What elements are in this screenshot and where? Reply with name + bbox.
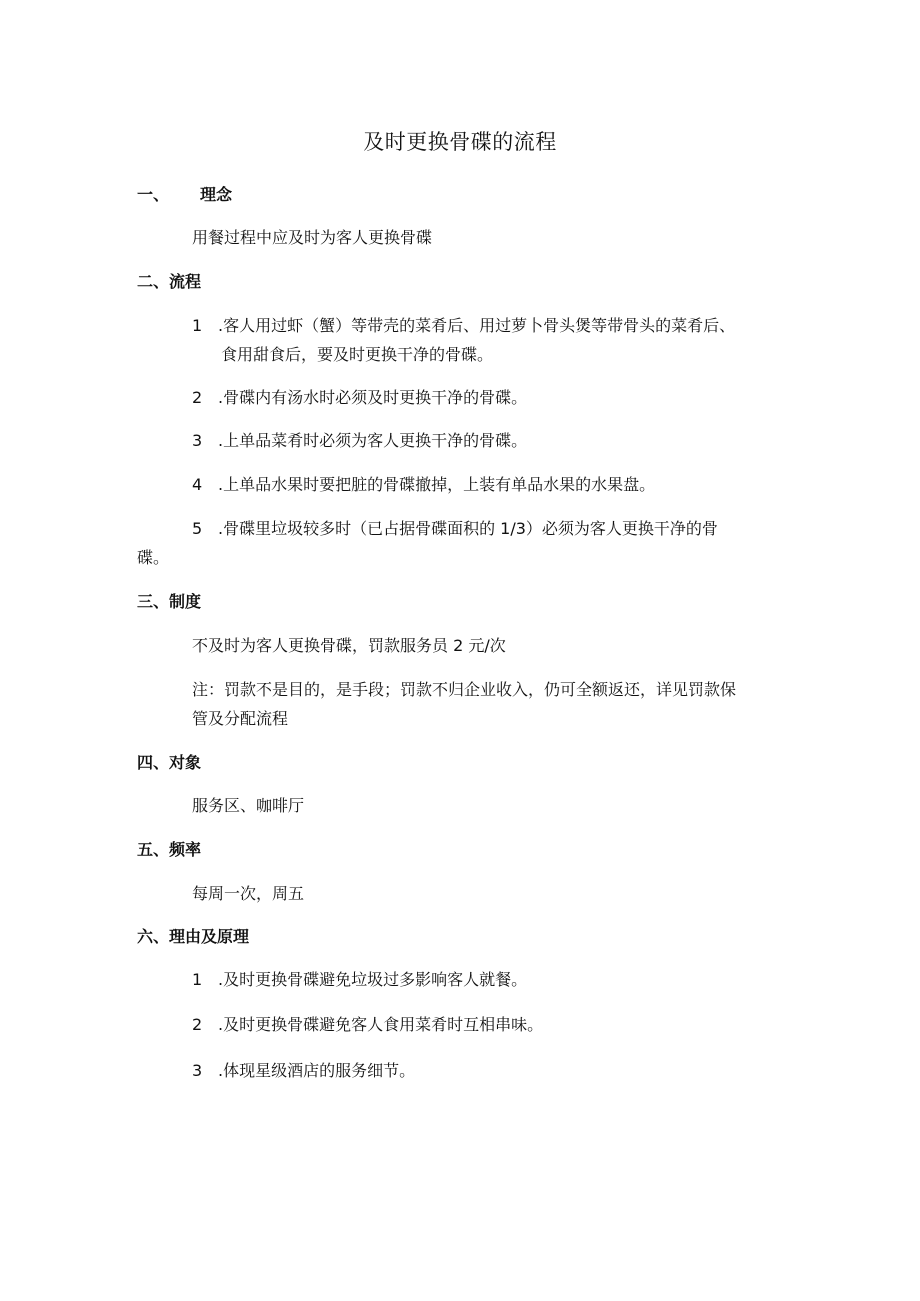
- process-item-text: .客人用过虾（蟹）等带壳的菜肴后、用过萝卜骨头煲等带骨头的菜肴后、: [218, 316, 736, 335]
- reason-item-number: 3: [192, 1061, 203, 1080]
- reason-item-text: .及时更换骨碟避免客人食用菜肴时互相串味。: [218, 1015, 544, 1034]
- section-1-heading: 理念: [200, 185, 233, 204]
- process-item-text: .上单品菜肴时必须为客人更换干净的骨碟。: [218, 431, 528, 450]
- reason-item-number: 2: [192, 1015, 203, 1034]
- process-item-text: .骨碟内有汤水时必须及时更换干净的骨碟。: [218, 388, 528, 407]
- section-4-body: 服务区、咖啡厅: [192, 796, 305, 815]
- reason-item-1: [192, 967, 527, 990]
- process-item-number: 5: [192, 519, 203, 538]
- section-4-heading: 四、对象: [137, 753, 202, 772]
- section-5-heading: 五、频率: [137, 840, 202, 859]
- process-item-1: [192, 313, 735, 336]
- process-item-2: [192, 385, 527, 408]
- penalty-note: 注：罚款不是目的，是手段；罚款不归企业收入，仍可全额返还，详见罚款保: [192, 680, 737, 699]
- process-item-1-continuation: 食用甜食后，要及时更换干净的骨碟。: [221, 345, 494, 364]
- reason-item-3: [192, 1058, 415, 1081]
- section-1-body: 用餐过程中应及时为客人更换骨碟: [192, 228, 433, 247]
- process-item-number: 2: [192, 388, 203, 407]
- section-6-heading: 六、理由及原理: [137, 927, 250, 946]
- reason-item-number: 1: [192, 970, 203, 989]
- page-title: 及时更换骨碟的流程: [363, 130, 557, 154]
- section-3-heading: 三、制度: [137, 592, 202, 611]
- process-item-4: [192, 472, 655, 495]
- reason-item-2: [192, 1012, 543, 1035]
- reason-item-text: .体现星级酒店的服务细节。: [218, 1061, 416, 1080]
- process-item-5-continuation: 碟。: [137, 548, 170, 567]
- process-item-number: 3: [192, 431, 203, 450]
- section-2-heading: 二、流程: [137, 272, 202, 291]
- process-item-text: .骨碟里垃圾较多时（已占据骨碟面积的 1/3）必须为客人更换干净的骨: [218, 519, 718, 538]
- section-5-body: 每周一次，周五: [192, 884, 305, 903]
- process-item-5: [192, 516, 718, 539]
- process-item-number: 1: [192, 316, 203, 335]
- process-item-number: 4: [192, 475, 203, 494]
- penalty-rule: 不及时为客人更换骨碟，罚款服务员 2 元/次: [192, 636, 506, 655]
- process-item-text: .上单品水果时要把脏的骨碟撤掉，上装有单品水果的水果盘。: [218, 475, 656, 494]
- process-item-3: [192, 428, 527, 451]
- reason-item-text: .及时更换骨碟避免垃圾过多影响客人就餐。: [218, 970, 528, 989]
- section-1-number: 一、: [137, 185, 170, 204]
- penalty-note-continuation: 管及分配流程: [192, 709, 289, 728]
